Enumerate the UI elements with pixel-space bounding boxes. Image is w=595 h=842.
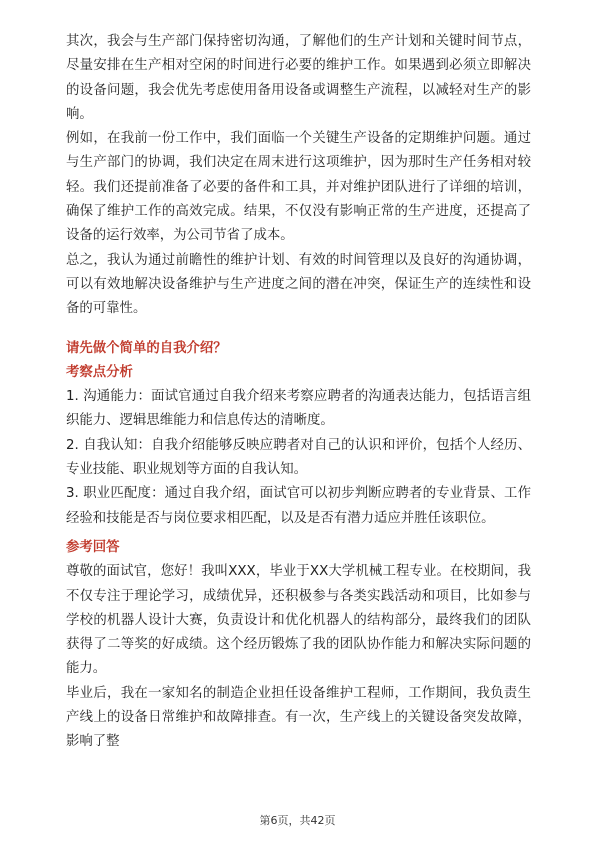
question-heading: 请先做个简单的自我介绍？ [66,340,227,356]
answer-paragraph-1: 尊敬的面试官，您好！我叫XXX，毕业于XX大学机械工程专业。在校期间，我不仅专注于理论学习，成绩优异，还积极参与各类实践活动和项目，比如参与学校的机器人设计大赛，负责设计和优化机器人的结构部分，最终我们的团队获得了二等奖的好成绩。这个经历锻炼了我的团队协作能力和解决实际问题的能力。 [66,564,531,677]
intro-paragraph-2: 例如，在我前一份工作中，我们面临一个关键生产设备的定期维护问题。通过与生产部门的协调，我们决定在周末进行这项维护，因为那时生产任务相对较轻。我们还提前准备了必要的备件和工具，并对维护团队进行了详细的培训，确保了维护工作的高效完成。结果，不仅没有影响正常的生产进度，还提高了设备的运行效率，为公司节省了成本。 [66,131,531,244]
analysis-title: 考察点分析 [66,364,133,380]
analysis-point-2: 2. 自我认知：自我介绍能够反映应聘者对自己的认识和评价，包括个人经历、专业技能、职业规划等方面的自我认知。 [66,437,531,478]
page-content [66,30,531,755]
page-number-footer: 第6页，共42页 [259,814,336,827]
analysis-point-3: 3. 职业匹配度：通过自我介绍，面试官可以初步判断应聘者的专业背景、工作经验和技能是否与岗位要求相匹配，以及是否有潜力适应并胜任该职位。 [66,486,531,526]
analysis-point-1: 1. 沟通能力：面试官通过自我介绍来考察应聘者的沟通表达能力，包括语言组织能力、逻辑思维能力和信息传达的清晰度。 [66,389,531,429]
answer-paragraph-2: 毕业后，我在一家知名的制造企业担任设备维护工程师，工作期间，我负责生产线上的设备日常维护和故障排查。有一次，生产线上的关键设备突发故障，影响了整 [66,685,531,750]
intro-paragraph-3: 总之，我认为通过前瞻性的维护计划、有效的时间管理以及良好的沟通协调，可以有效地解决设备维护与生产进度之间的潜在冲突，保证生产的连续性和设备的可靠性。 [66,252,531,317]
intro-paragraph-1: 其次，我会与生产部门保持密切沟通，了解他们的生产计划和关键时间节点，尽量安排在生产相对空闲的时间进行必要的维护工作。如果遇到必须立即解决的设备问题，我会优先考虑使用备用设备或调整生产流程，以减轻对生产的影响。 [66,34,531,122]
answer-title: 参考回答 [66,539,120,555]
